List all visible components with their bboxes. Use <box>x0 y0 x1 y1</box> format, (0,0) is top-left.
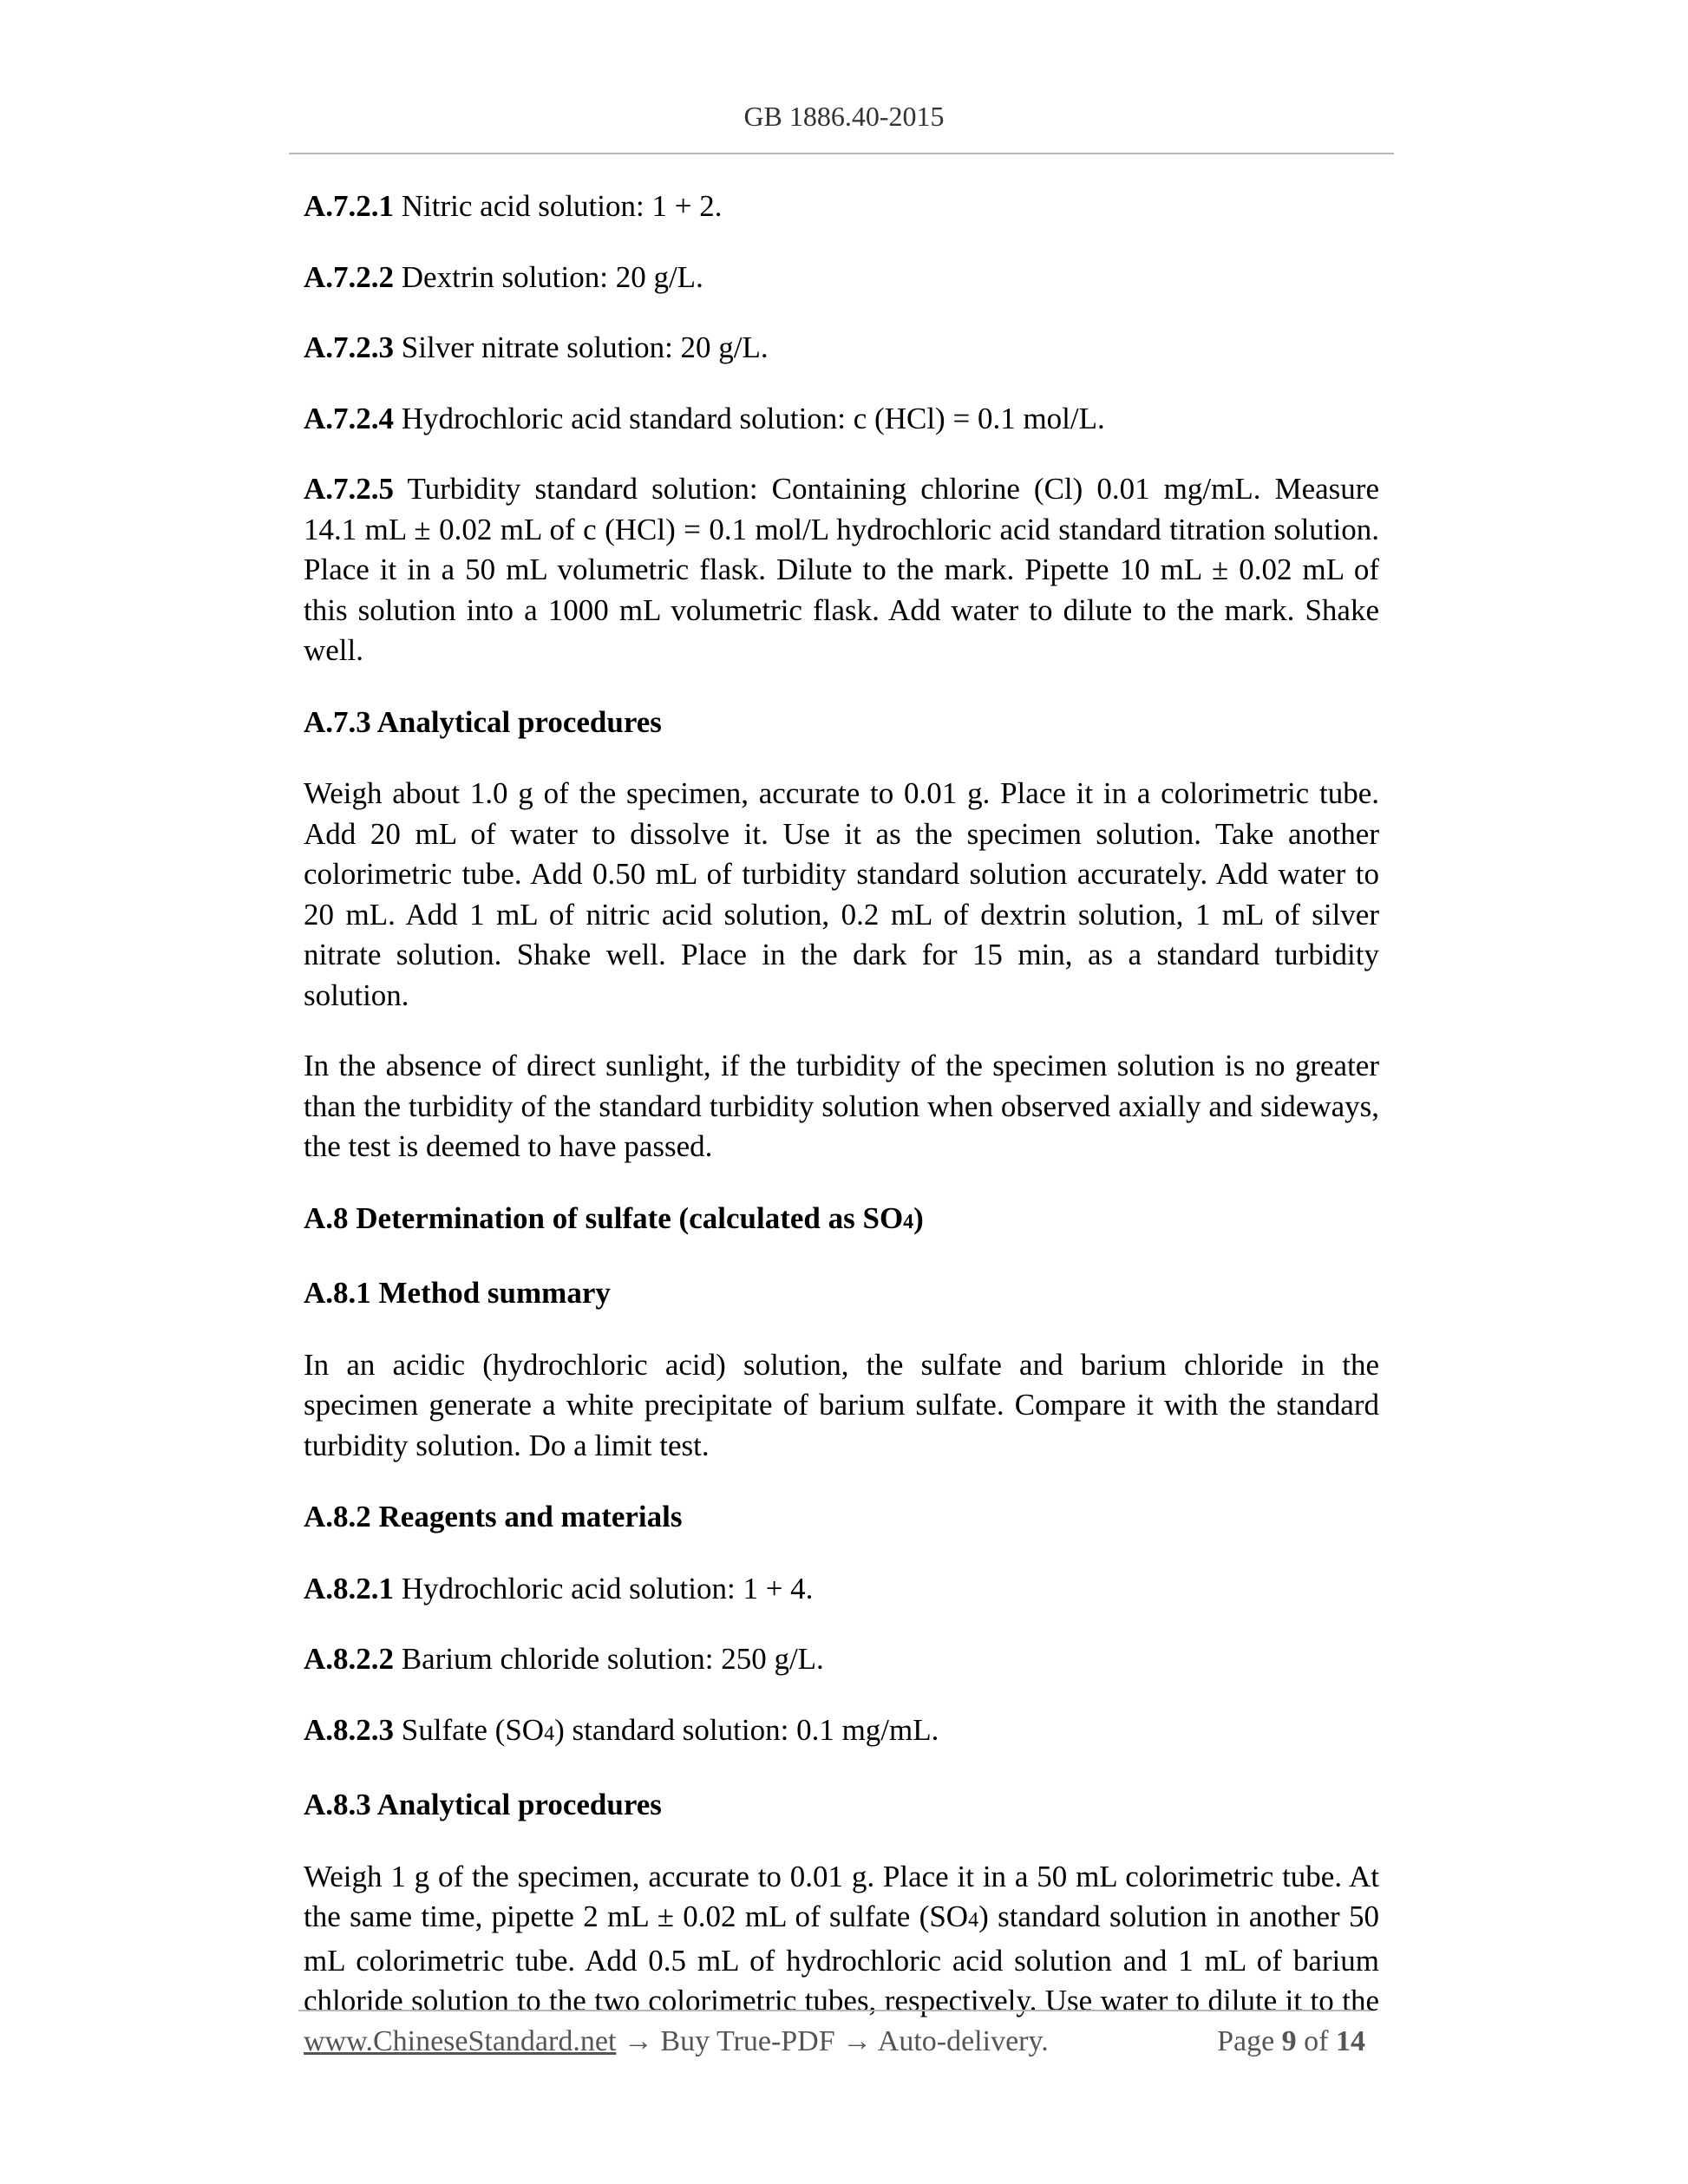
page-indicator: Page 9 of 14 <box>1217 2025 1365 2057</box>
clause-a8-2-1 <box>304 1569 1379 1610</box>
clause-number: A.7.2.3 <box>304 330 395 364</box>
buy-pdf-text: Buy True-PDF <box>660 2025 835 2057</box>
arrow-icon: → <box>834 2025 878 2057</box>
total-pages: 14 <box>1336 2025 1365 2057</box>
current-page: 9 <box>1281 2025 1297 2057</box>
paragraph-a8-1-summary: In an acidic (hydrochloric acid) solution, the sulfate and barium chloride in the specimen generate a white precipitate of barium sulfate. Compare it with the standard turbidity solution. Do a limit test. <box>304 1347 1379 1462</box>
clause-text: Nitric acid solution: 1 + 2. <box>394 189 723 223</box>
clause-a7-2-5 <box>304 469 1379 671</box>
clause-a8-2-2 <box>304 1639 1379 1680</box>
paragraph-a7-3-procedure: Weigh about 1.0 g of the specimen, accurate to 0.01 g. Place it in a colorimetric tube. Add 20 mL of water to dissolve it. Use it as the specimen solution. Take another colorimetric tube. Add 0.50 mL of turbidity standard solution accurately. Add water to 20 mL. Add 1 mL of nitric acid solution, 0.2 mL of dextrin solution, 1 mL of silver nitrate solution. Shake well. Place in the dark for 15 min, as a standard turbidity solution. <box>304 776 1379 1012</box>
auto-delivery-text: Auto-delivery. <box>877 2025 1049 2057</box>
clause-number: A.7.2.5 <box>304 472 395 506</box>
clause-number: A.7.2.4 <box>304 401 395 435</box>
clause-text: Barium chloride solution: 250 g/L. <box>394 1642 824 1676</box>
footer-divider <box>298 2010 1371 2011</box>
clause-a7-2-4 <box>304 399 1379 440</box>
heading-a8: A.8 Determination of sulfate (calculated as SO4) <box>304 1200 924 1235</box>
clause-a8-2-3: A.8.2.3 Sulfate (SO4) standard solution: 0.1 mg/mL. <box>304 1712 939 1747</box>
clause-number: A.8.2.1 <box>304 1571 395 1605</box>
clause-number: A.7.2.1 <box>304 189 395 223</box>
website-link[interactable]: www.ChineseStandard.net <box>304 2025 617 2057</box>
heading-a8-1: A.8.1 Method summary <box>304 1276 611 1310</box>
clause-number: A.7.2.2 <box>304 259 395 294</box>
clause-number: A.8.2.3 <box>304 1712 395 1747</box>
clause-text: Dextrin solution: 20 g/L. <box>394 259 703 294</box>
footer-promo <box>304 2025 1049 2058</box>
header-divider <box>289 153 1394 154</box>
heading-a8-2: A.8.2 Reagents and materials <box>304 1500 683 1533</box>
clause-a7-2-3 <box>304 328 1379 369</box>
clause-text: Hydrochloric acid standard solution: c (HCl) = 0.1 mol/L. <box>394 401 1105 435</box>
clause-text: Silver nitrate solution: 20 g/L. <box>394 330 769 364</box>
document-body <box>304 186 1379 2022</box>
paragraph-a7-3-result: In the absence of direct sunlight, if the turbidity of the specimen solution is no greater than the turbidity of the standard turbidity solution when observed axially and sideways, the test is deemed to have passed. <box>304 1049 1379 1163</box>
heading-a8-3: A.8.3 Analytical procedures <box>304 1788 662 1821</box>
clause-text: Turbidity standard solution: Containing chlorine (Cl) 0.01 mg/mL. Measure 14.1 mL ± 0.02 mL of c (HCl) = 0.1 mol/L hydrochloric acid standard titration solution. Place it in a 50 mL volumetric flask. Dilute to the mark. Pipette 10 mL ± 0.02 mL of this solution into a 1000 mL volumetric flask. Add water to dilute to the mark. Shake well. <box>304 472 1379 667</box>
clause-a7-2-2 <box>304 258 1379 298</box>
page-header-title: GB 1886.40-2015 <box>743 101 945 132</box>
clause-number: A.8.2.2 <box>304 1642 395 1676</box>
paragraph-a8-3-procedure: Weigh 1 g of the specimen, accurate to 0.01 g. Place it in a 50 mL colorimetric tube. At the same time, pipette 2 mL ± 0.02 mL of sulfate (SO4) standard solution in another 50 mL colorimetric tube. Add 0.5 mL of hydrochloric acid solution and 1 mL of barium chloride solution to the two colorimetric tubes, respectively. Use water to dilute it to the <box>304 1859 1379 2017</box>
heading-a7-3: A.7.3 Analytical procedures <box>304 704 662 739</box>
clause-a7-2-1 <box>304 186 1379 227</box>
arrow-icon: → <box>616 2025 661 2057</box>
clause-text: Hydrochloric acid solution: 1 + 4. <box>394 1571 814 1605</box>
